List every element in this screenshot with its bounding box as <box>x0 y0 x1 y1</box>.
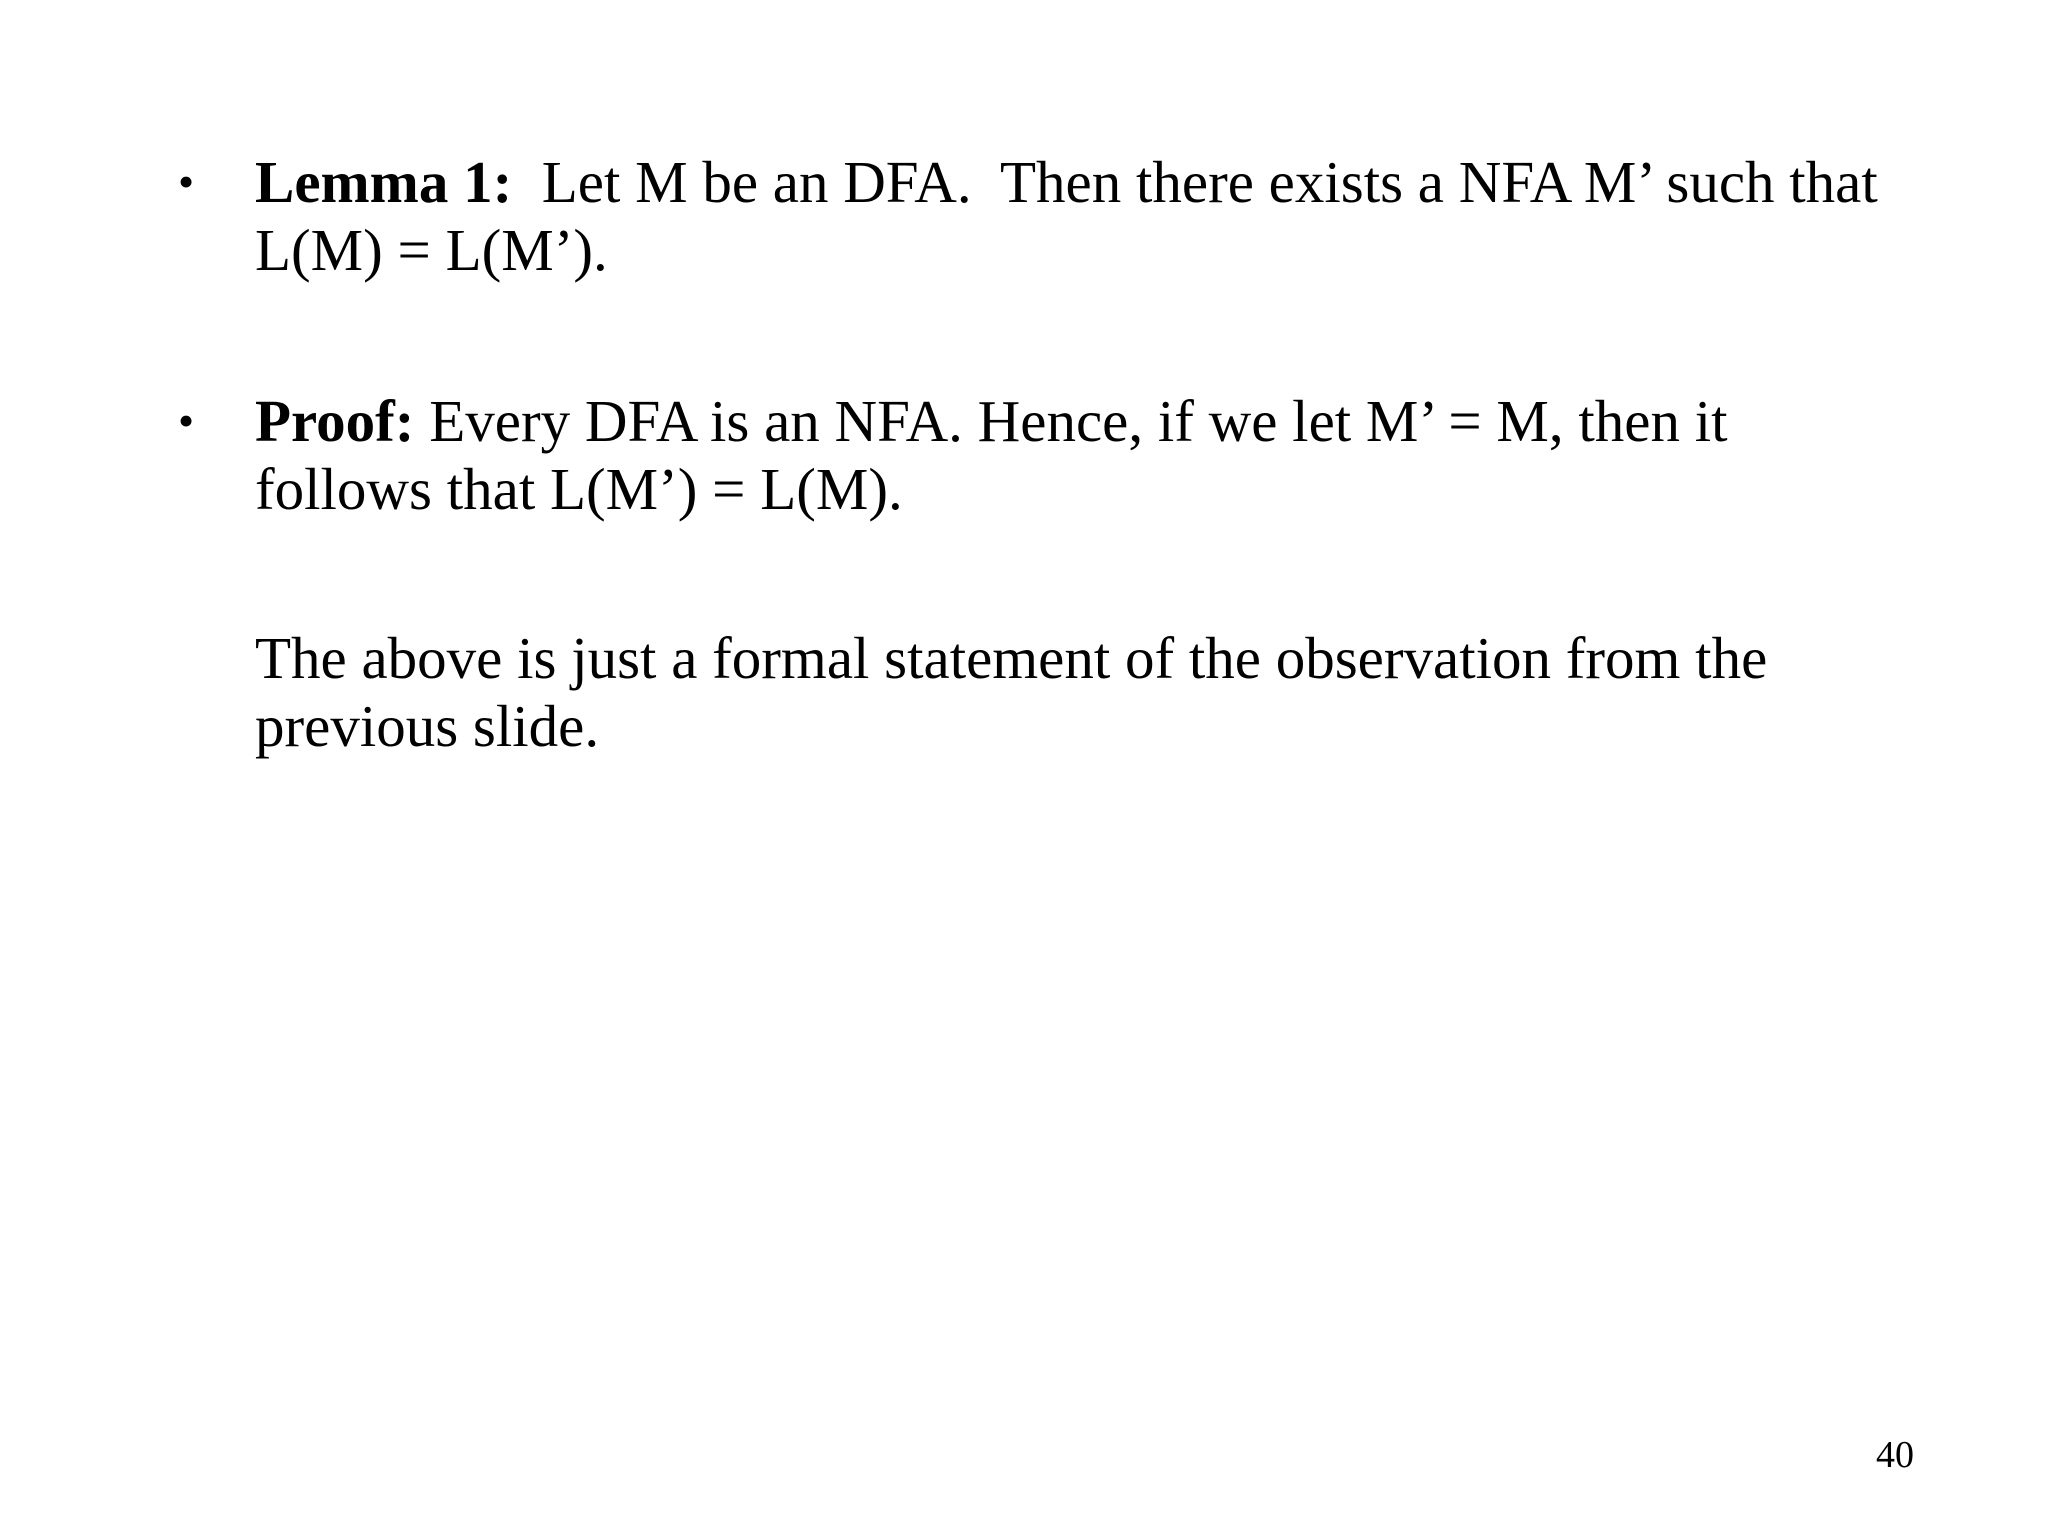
lemma-label: Lemma 1: <box>255 149 513 215</box>
note-text: The above is just a formal statement of the observation from the previous slide. <box>255 625 1768 759</box>
proof-statement: Every DFA is an NFA. Hence, if we let M’ = M, then it follows that L(M’) = L(M). <box>255 388 1743 522</box>
lemma-text-block <box>255 148 1895 284</box>
bullet-icon: • <box>178 156 195 207</box>
lemma-statement: Let M be an DFA. Then there exists a NFA M’ such that L(M) = L(M’). <box>255 149 1893 283</box>
page-number: 40 <box>1876 1434 1914 1476</box>
proof-text-block <box>255 387 1895 523</box>
bullet-icon: • <box>178 395 195 446</box>
proof-label: Proof: <box>255 388 415 454</box>
